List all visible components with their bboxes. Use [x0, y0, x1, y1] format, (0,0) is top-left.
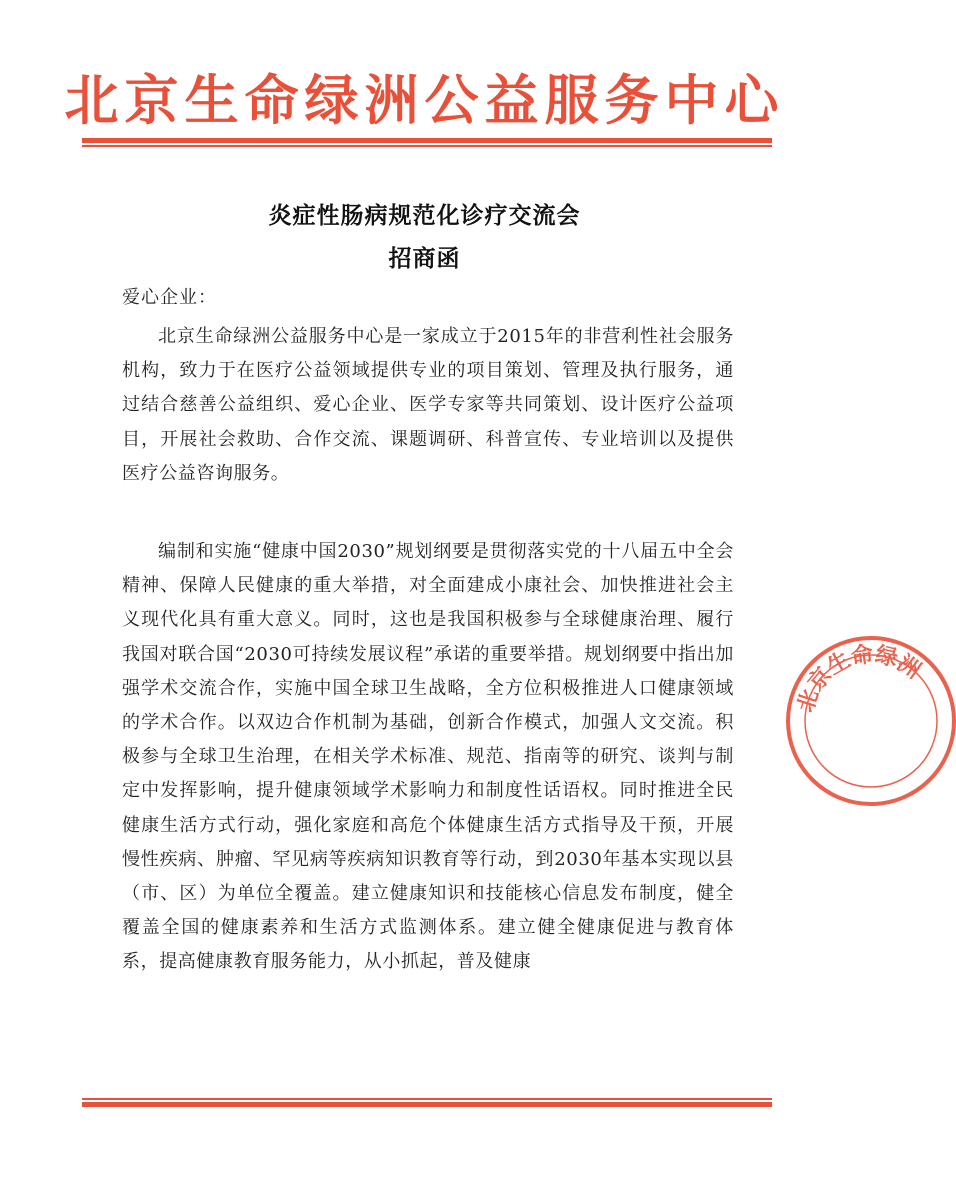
salutation: 爱心企业： [122, 287, 217, 308]
official-seal-stamp [786, 636, 956, 806]
footer-divider [82, 1098, 772, 1107]
letterhead-divider-top [82, 138, 772, 147]
document-title: 炎症性肠病规范化诊疗交流会 [268, 202, 581, 229]
document-subtitle: 招商函 [388, 245, 461, 272]
svg-text:北京生命绿洲: 北京生命绿洲 [793, 642, 925, 716]
letterhead-title: 北京生命绿洲公益服务中心 [64, 69, 785, 132]
paragraph-healthy-china: 编制和实施“健康中国2030”规划纲要是贯彻落实党的十八届五中全会精神、保障人民健康的重大举措，对全面建成小康社会、加快推进社会主义现代化具有重大意义。同时，这也是我国积极参与全球健康治理、履行我国对联合国“2030可持续发展议程”承诺的重要举措。规划纲要中指出加强学术交流合作，实施中国全球卫生战略，全方位积极推进人口健康领域的学术合作。以双边合作机制为基础，创新合作模式，加强人文交流。积极参与全球卫生治理，在相关学术标准、规范、指南等的研究、谈判与制定中发挥影响，提升健康领域学术影响力和制度性话语权。同时推进全民健康生活方式行动，强化家庭和高危个体健康生活方式指导及干预，开展慢性疾病、肿瘤、罕见病等疾病知识教育等行动，到2030年基本实现以县（市、区）为单位全覆盖。建立健康知识和技能核心信息发布制度，健全覆盖全国的健康素养和生活方式监测体系。建立健全健康促进与教育体系，提高健康教育服务能力，从小抓起，普及健康 [122, 541, 734, 973]
seal-emblem [790, 640, 952, 802]
paragraph-intro: 北京生命绿洲公益服务中心是一家成立于2015年的非营利性社会服务机构，致力于在医疗公益领域提供专业的项目策划、管理及执行服务，通过结合慈善公益组织、爱心企业、医学专家等共同策划、设计医疗公益项目，开展社会救助、合作交流、课题调研、科普宣传、专业培训以及提供医疗公益咨询服务。 [122, 326, 734, 484]
